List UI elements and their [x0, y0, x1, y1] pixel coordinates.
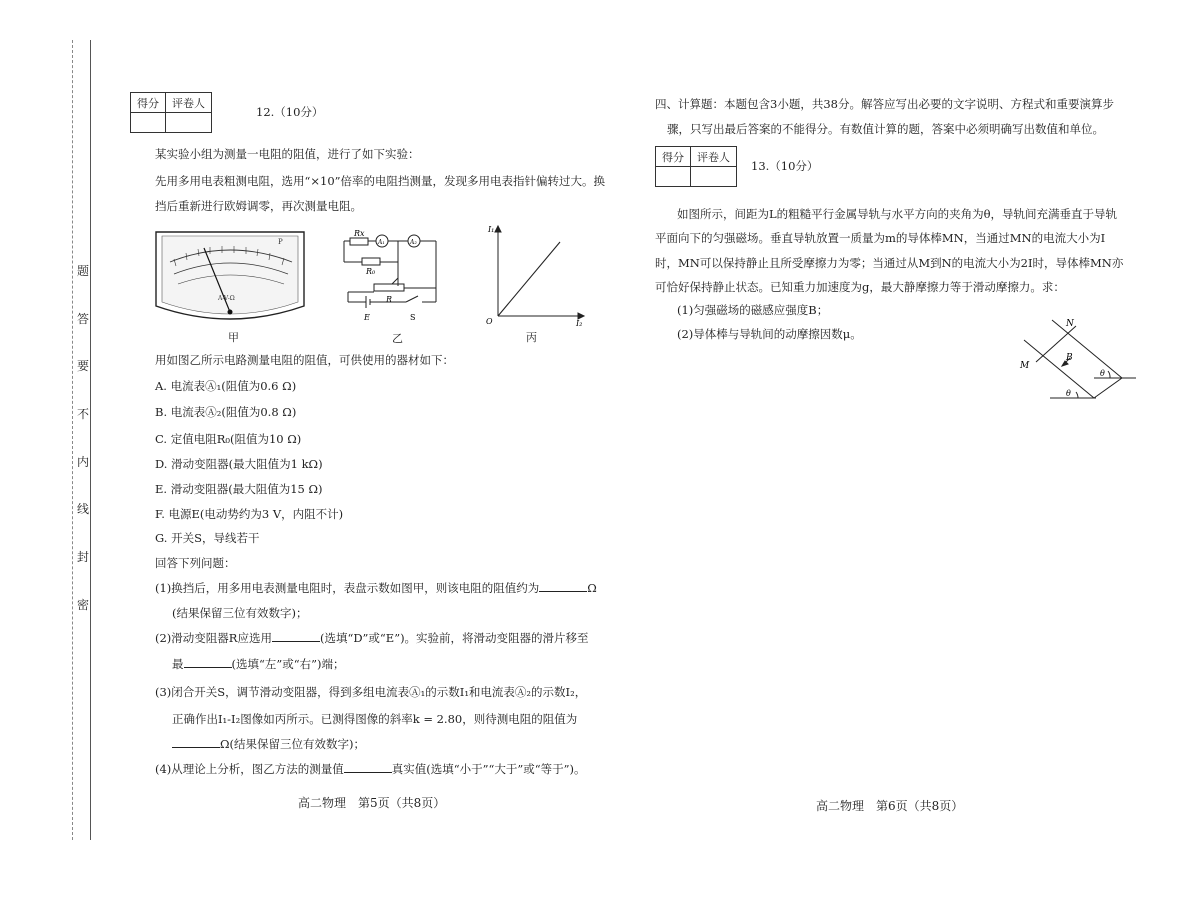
subquestion-2b: 最 (选填“左”或“右”)端； — [172, 657, 345, 671]
answer-blank[interactable] — [272, 631, 320, 642]
figure-bing-graph — [482, 220, 590, 328]
margin-char: 要 — [77, 359, 90, 373]
question-12-number: 12.（10分） — [256, 105, 324, 119]
page-footer-left: 高二物理 第5页（共8页） — [298, 796, 446, 810]
section-header-line-1: 四、计算题：本题包含3小题，共38分。解答应写出必要的文字说明、方程式和重要演算步 — [655, 97, 1114, 111]
question-13-number: 13.（10分） — [751, 159, 819, 173]
figure-inclined-rails — [1010, 312, 1140, 404]
label-theta-2: θ — [1066, 389, 1071, 398]
margin-char: 密 — [77, 598, 90, 612]
subquestion-1b: (结果保留三位有效数字)； — [172, 606, 308, 620]
q13-paragraph-3: 时，MN可以保持静止且所受摩擦力为零；当通过从M到N的电流大小为2I时，导体棒MN亦 — [655, 256, 1124, 270]
q13-paragraph-2: 平面向下的匀强磁场。垂直导轨放置一质量为m的导体棒MN，当通过MN的电流大小为I — [655, 231, 1106, 245]
label-a1: A₁ — [378, 239, 385, 246]
margin-char: 题 — [77, 264, 90, 278]
label-r: R — [386, 295, 393, 304]
page-footer-right: 高二物理 第6页（共8页） — [816, 799, 964, 813]
svg-text:P: P — [278, 238, 283, 246]
section-header-line-2: 骤，只写出最后答案的不能得分。有数值计算的题，答案中必须明确写出数值和单位。 — [667, 122, 1104, 136]
label-rx: Rx — [354, 229, 365, 238]
binding-dashed-line — [72, 40, 73, 840]
answer-blank[interactable] — [539, 581, 587, 592]
axis-label-i2: I₂ — [576, 319, 583, 328]
score-header-grader: 评卷人 — [166, 93, 212, 113]
label-r0: R₀ — [366, 267, 376, 276]
equipment-item-d: D. 滑动变阻器(最大阻值为1 kΩ) — [155, 457, 323, 471]
margin-char: 线 — [77, 502, 90, 516]
q12-paragraph-1a: 先用多用电表粗测电阻，选用“×10”倍率的电阻挡测量，发现多用电表指针偏转过大。换 — [155, 174, 606, 188]
label-b: B — [1066, 353, 1073, 363]
q13-subquestion-1: (1)匀强磁场的磁感应强度B； — [677, 303, 829, 317]
equipment-item-a: A. 电流表Ⓐ₁(阻值为0.6 Ω) — [155, 379, 297, 393]
label-theta-1: θ — [1100, 369, 1105, 378]
q12-paragraph-2: 用如图乙所示电路测量电阻的阻值，可供使用的器材如下： — [155, 353, 454, 367]
score-table-q12 — [130, 92, 212, 133]
subquestion-3a: (3)闭合开关S，调节滑动变阻器，得到多组电流表Ⓐ₁的示数I₁和电流表Ⓐ₂的示数I₂， — [155, 685, 587, 699]
label-a2: A₂ — [410, 239, 417, 246]
label-e: E — [364, 313, 370, 322]
q13-paragraph-4: 可恰好保持静止状态。已知重力加速度为g，最大静摩擦力等于滑动摩擦力。求： — [655, 280, 1065, 294]
grader-cell[interactable] — [166, 113, 212, 133]
label-m: M — [1020, 361, 1030, 371]
axis-label-i1: I₁ — [488, 225, 495, 234]
equipment-item-c: C. 定值电阻R₀(阻值为10 Ω) — [155, 432, 302, 446]
answer-lead: 回答下列问题： — [155, 556, 236, 570]
score-header-score: 得分 — [656, 147, 691, 167]
answer-blank[interactable] — [184, 657, 232, 668]
figure-bing-caption: 丙 — [526, 331, 537, 344]
q13-paragraph-1: 如图所示，间距为L的粗糙平行金属导轨与水平方向的夹角为θ，导轨间充满垂直于导轨 — [677, 207, 1118, 221]
subquestion-1a: (1)换挡后，用多用电表测量电阻时，表盘示数如图甲，则该电阻的阻值约为 Ω — [155, 581, 597, 595]
score-header-score: 得分 — [131, 93, 166, 113]
equipment-item-g: G. 开关S，导线若干 — [155, 531, 260, 545]
equipment-item-f: F. 电源E(电动势约为3 V，内阻不计) — [155, 507, 344, 521]
score-cell[interactable] — [131, 113, 166, 133]
margin-char: 答 — [77, 312, 90, 326]
score-cell[interactable] — [656, 167, 691, 187]
subquestion-4: (4)从理论上分析，图乙方法的测量值 真实值(选填“小于”“大于”或“等于”)。 — [155, 762, 586, 776]
margin-char: 不 — [77, 407, 90, 421]
margin-char: 封 — [77, 550, 90, 564]
equipment-item-b: B. 电流表Ⓐ₂(阻值为0.8 Ω) — [155, 405, 297, 419]
origin-label: O — [486, 317, 493, 326]
figure-yi-circuit — [340, 226, 450, 326]
answer-blank[interactable] — [172, 737, 220, 748]
subquestion-3b: 正确作出I₁-I₂图像如丙所示。已测得图像的斜率k = 2.80，则待测电阻的阻值为 — [172, 712, 578, 726]
label-n: N — [1066, 319, 1074, 329]
svg-text:A-V-Ω: A-V-Ω — [218, 295, 235, 302]
q12-intro: 某实验小组为测量一电阻的阻值，进行了如下实验： — [155, 147, 420, 161]
equipment-item-e: E. 滑动变阻器(最大阻值为15 Ω) — [155, 482, 323, 496]
subquestion-2a: (2)滑动变阻器R应选用 (选填“D”或“E”)。实验前，将滑动变阻器的滑片移至 — [155, 631, 589, 645]
figure-yi-caption: 乙 — [392, 332, 403, 345]
q12-paragraph-1b: 挡后重新进行欧姆调零，再次测量电阻。 — [155, 199, 362, 213]
margin-char: 内 — [77, 455, 90, 469]
grader-cell[interactable] — [691, 167, 737, 187]
figure-jia-caption: 甲 — [228, 331, 239, 344]
figure-jia-multimeter — [152, 228, 308, 326]
score-header-grader: 评卷人 — [691, 147, 737, 167]
answer-blank[interactable] — [344, 762, 392, 773]
binding-line — [90, 40, 91, 840]
label-s: S — [410, 313, 416, 322]
subquestion-3c: Ω(结果保留三位有效数字)； — [172, 736, 365, 752]
score-table-q13 — [655, 146, 737, 187]
q13-subquestion-2: (2)导体棒与导轨间的动摩擦因数μ。 — [677, 327, 862, 341]
